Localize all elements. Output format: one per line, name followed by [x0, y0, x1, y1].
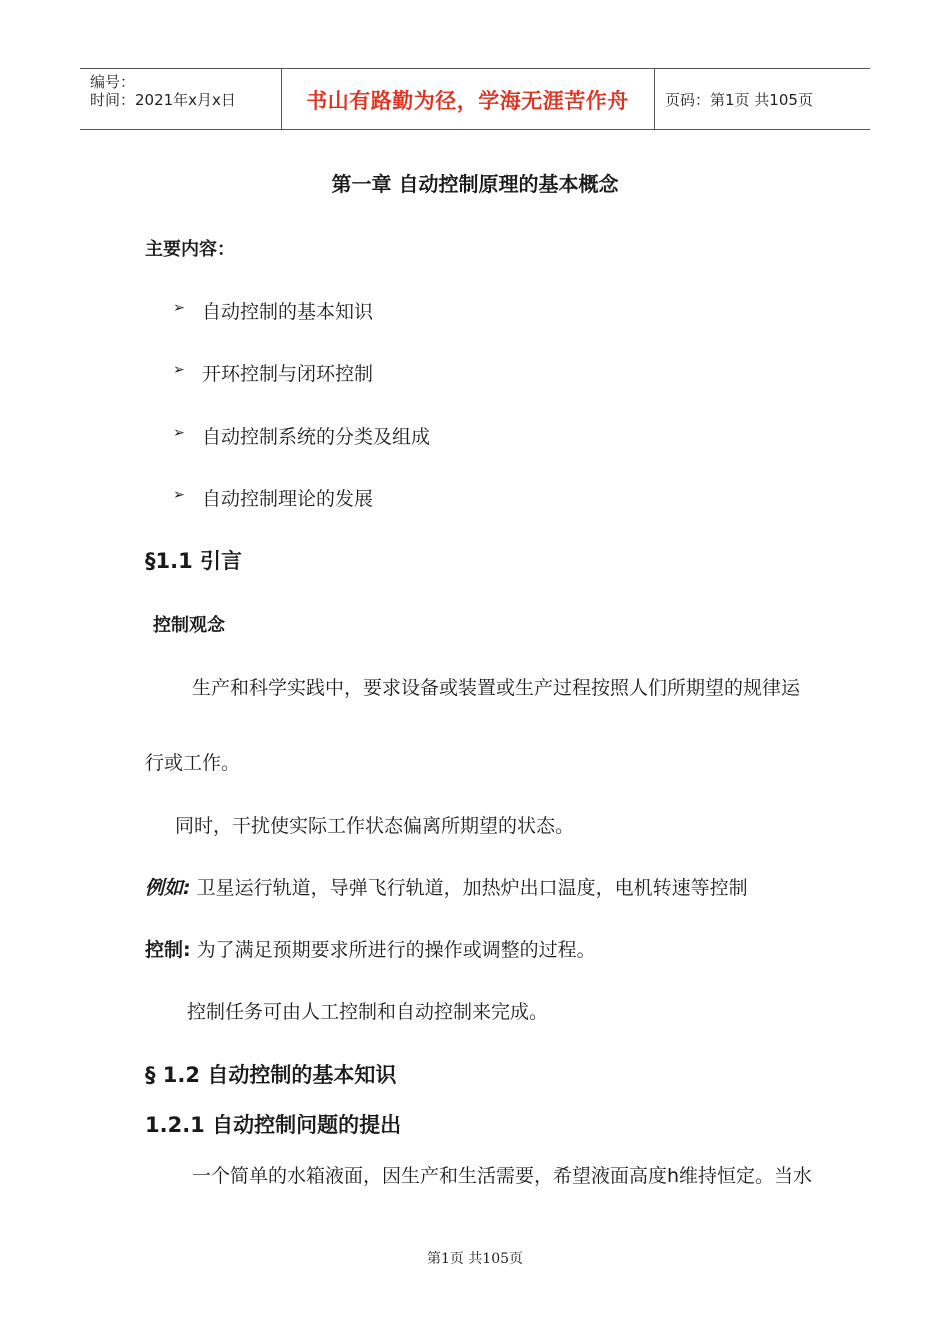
page-header	[80, 68, 870, 130]
motto-text: 书山有路勤为径，学海无涯苦作舟	[306, 89, 629, 113]
arrow-bullet-icon: ➢	[173, 487, 185, 503]
main-content-heading: 主要内容：	[145, 239, 235, 260]
paragraph-control-task: 控制任务可由人工控制和自动控制来完成。	[187, 1001, 549, 1023]
content-list-item: 自动控制系统的分类及组成	[202, 426, 431, 448]
paragraph-line: 生产和科学实践中，要求设备或装置或生产过程按照人们所期望的规律运	[192, 677, 801, 699]
example-label: 例如:	[145, 877, 191, 899]
paragraph-line: 行或工作。	[145, 752, 241, 774]
subheading-control-concept: 控制观念	[153, 615, 225, 636]
content-list-item: 开环控制与闭环控制	[202, 363, 374, 385]
paragraph-disturbance: 同时，干扰使实际工作状态偏离所期望的状态。	[175, 815, 575, 837]
section-1-1-heading: §1.1 引言	[145, 549, 243, 573]
example-paragraph	[145, 873, 748, 900]
time-label: 时间：2021年x月x日	[90, 91, 236, 109]
chapter-title: 第一章 自动控制原理的基本概念	[331, 172, 619, 196]
header-meta-cell	[80, 69, 282, 129]
content-list-item: 自动控制理论的发展	[202, 488, 374, 510]
header-page-info: 页码：第1页 共105页	[665, 91, 813, 109]
page-footer: 第1页 共105页	[426, 1251, 524, 1267]
header-motto-cell	[281, 69, 655, 129]
paragraph-water-tank: 一个简单的水箱液面，因生产和生活需要，希望液面高度h维持恒定。当水	[192, 1165, 813, 1187]
number-label: 编号：	[90, 73, 136, 91]
example-text: 卫星运行轨道，导弹飞行轨道，加热炉出口温度，电机转速等控制	[190, 877, 748, 899]
content-list-item: 自动控制的基本知识	[202, 301, 374, 323]
section-1-2-1-heading: 1.2.1 自动控制问题的提出	[145, 1113, 402, 1137]
control-text: 为了满足预期要求所进行的操作或调整的过程。	[190, 939, 596, 961]
header-page-cell	[655, 69, 870, 129]
control-definition	[145, 935, 596, 962]
control-label: 控制:	[145, 939, 191, 961]
arrow-bullet-icon: ➢	[173, 300, 185, 316]
arrow-bullet-icon: ➢	[173, 362, 185, 378]
arrow-bullet-icon: ➢	[173, 425, 185, 441]
section-1-2-heading: § 1.2 自动控制的基本知识	[145, 1063, 397, 1087]
